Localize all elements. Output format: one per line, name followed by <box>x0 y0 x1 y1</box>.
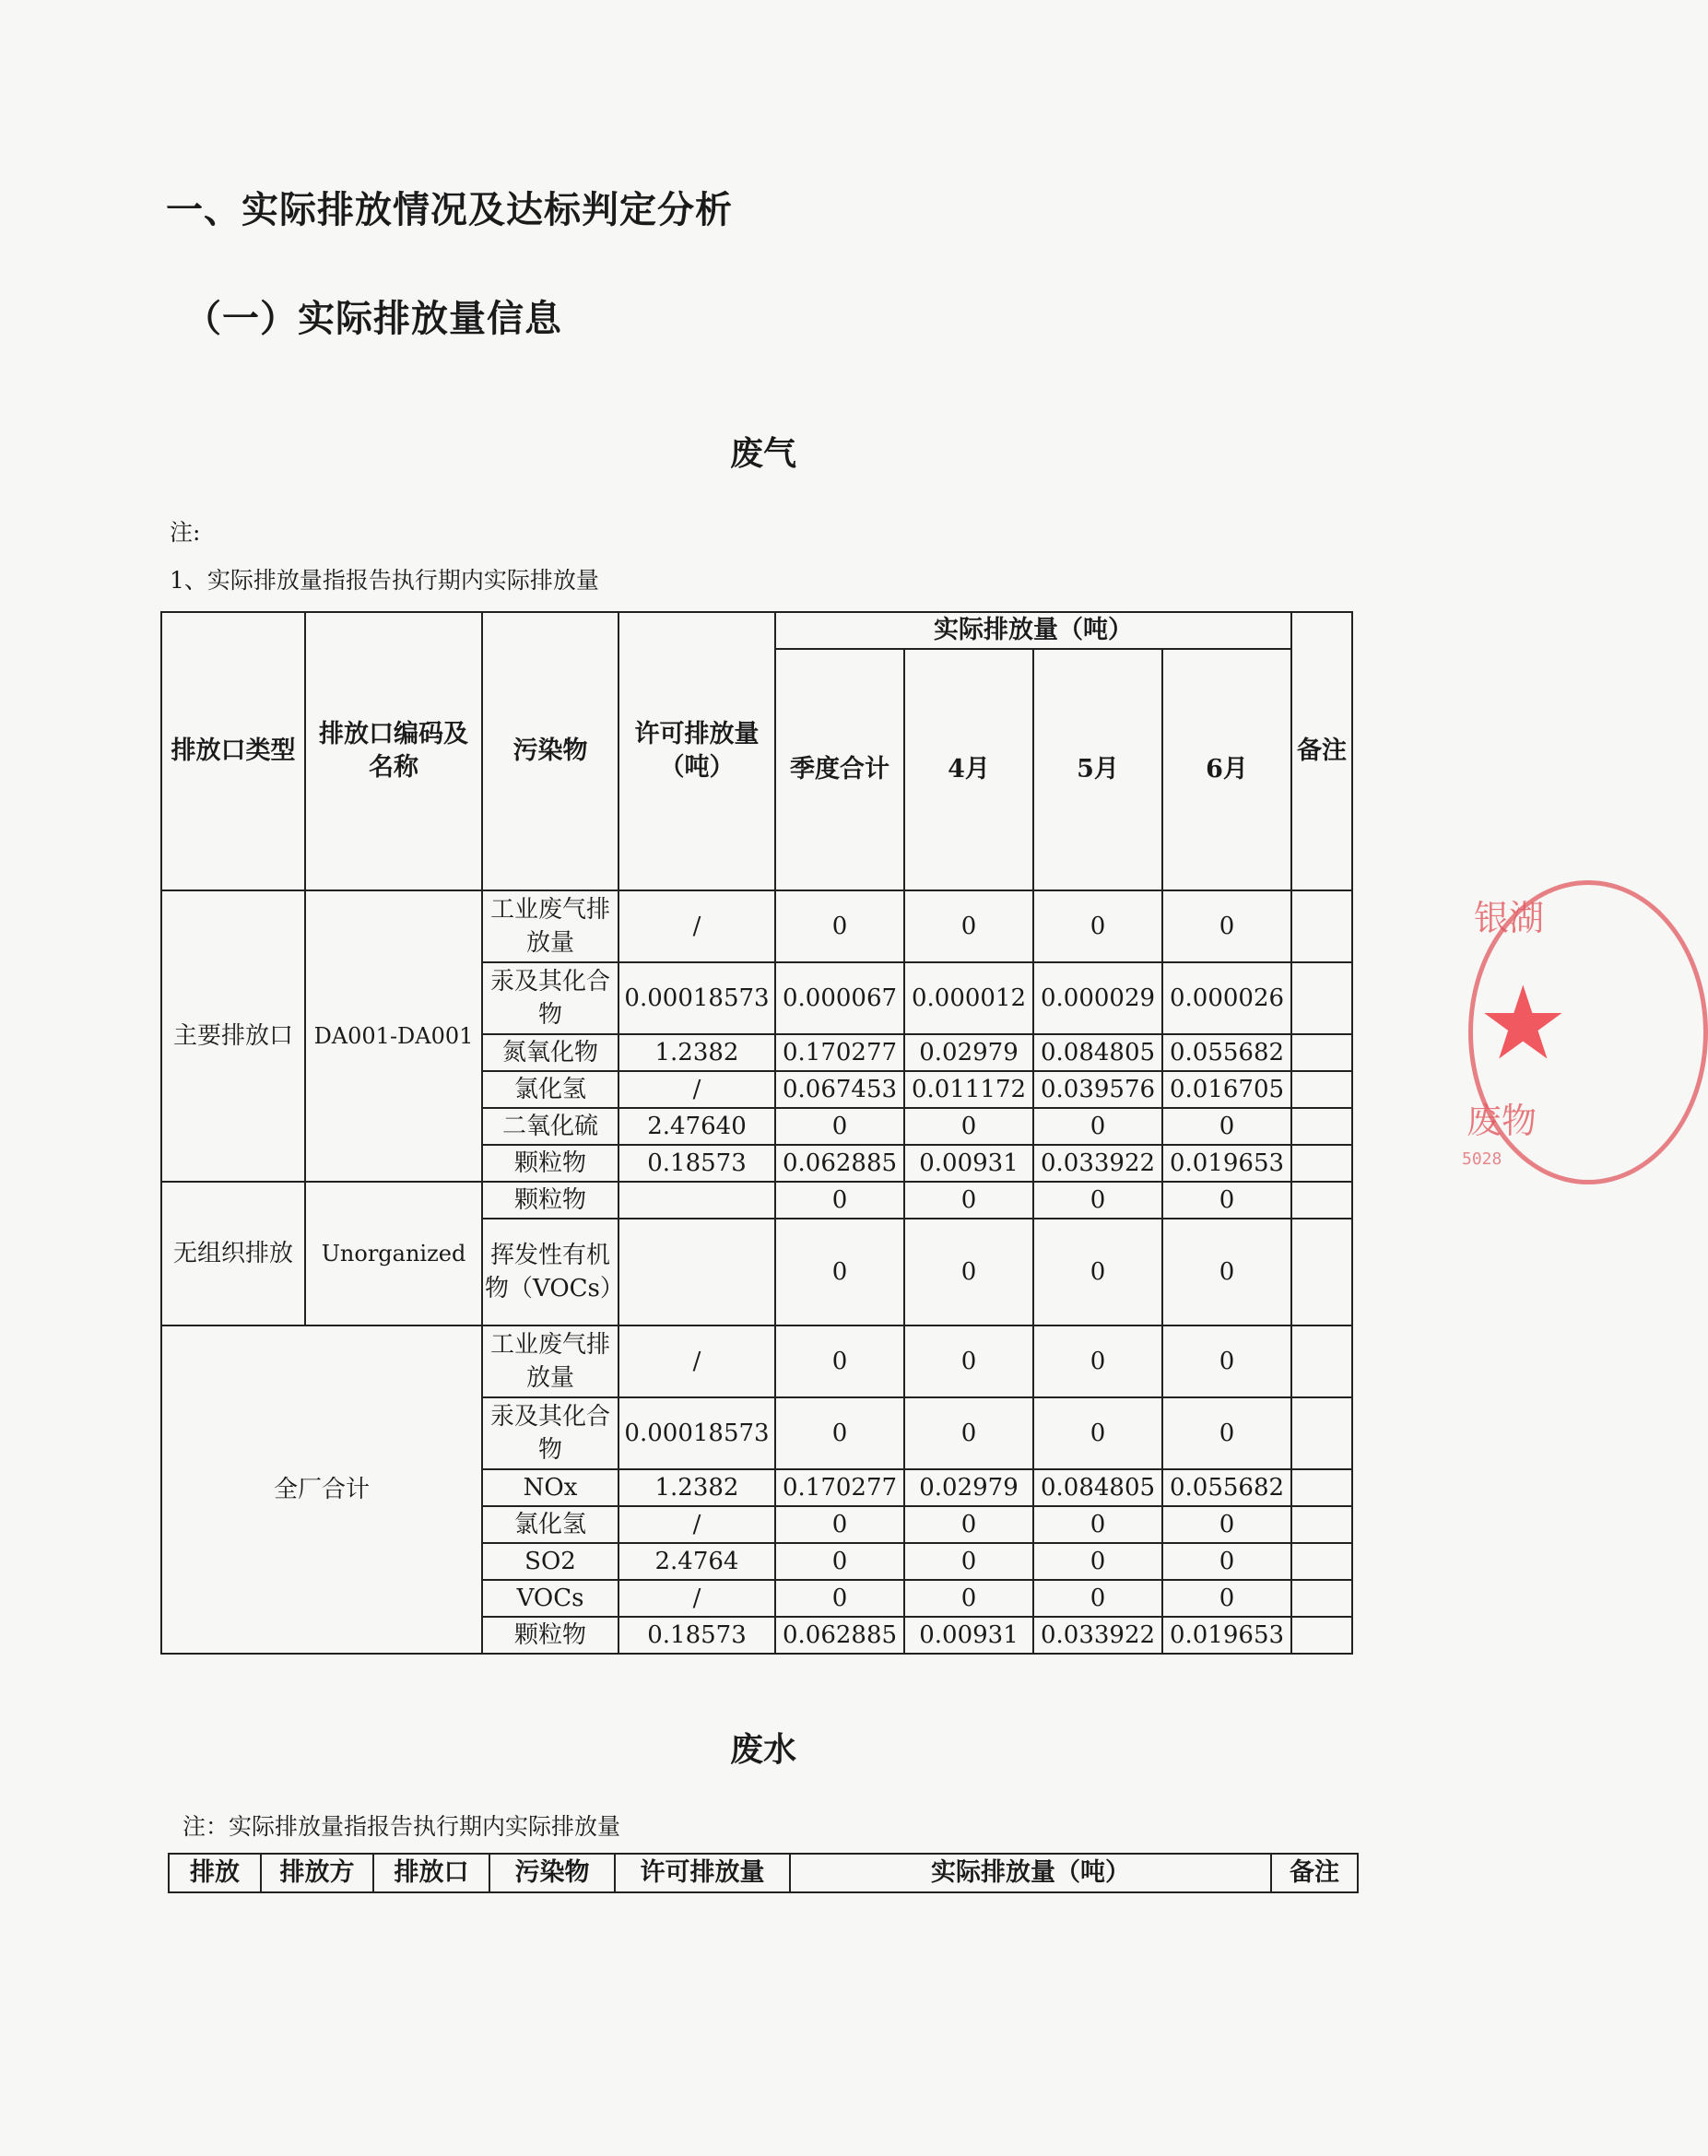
pollutant-cell: 氮氧化物 <box>482 1034 618 1071</box>
permit-cell: 0.00018573 <box>618 1397 775 1469</box>
heading-subsection-1: （一）实际排放量信息 <box>184 298 562 340</box>
quarter-cell: 0 <box>775 890 904 962</box>
month4-cell: 0 <box>904 1325 1033 1397</box>
month5-cell: 0 <box>1033 1108 1162 1145</box>
month6-cell: 0 <box>1162 1506 1291 1543</box>
pollutant-cell: 氯化氢 <box>482 1506 618 1543</box>
month5-cell: 0.033922 <box>1033 1617 1162 1654</box>
month6-cell: 0.000026 <box>1162 962 1291 1034</box>
gas-note-label: 注: <box>170 519 201 546</box>
outlet-code-unorganized: Unorganized <box>305 1182 482 1325</box>
month6-cell: 0 <box>1162 1219 1291 1325</box>
permit-cell: / <box>618 1580 775 1617</box>
permit-cell: 0.18573 <box>618 1617 775 1654</box>
seal-text-top: 银湖 <box>1474 898 1545 938</box>
quarter-cell: 0.062885 <box>775 1145 904 1182</box>
month6-cell: 0.016705 <box>1162 1071 1291 1108</box>
remark-cell <box>1291 1325 1352 1397</box>
col-header-permit: 许可排放量（吨） <box>618 612 775 890</box>
col-header-outlet-type: 排放口类型 <box>161 612 305 890</box>
pollutant-cell: SO2 <box>482 1543 618 1580</box>
month5-cell: 0.033922 <box>1033 1145 1162 1182</box>
month6-cell: 0 <box>1162 890 1291 962</box>
month6-cell: 0 <box>1162 1397 1291 1469</box>
remark-cell <box>1291 1397 1352 1469</box>
remark-cell <box>1291 1543 1352 1580</box>
pollutant-cell: 颗粒物 <box>482 1617 618 1654</box>
permit-cell: 0.18573 <box>618 1145 775 1182</box>
month6-cell: 0 <box>1162 1543 1291 1580</box>
month5-cell: 0 <box>1033 1182 1162 1219</box>
gas-emission-table <box>160 611 1353 1655</box>
permit-cell: 1.2382 <box>618 1034 775 1071</box>
quarter-cell: 0.000067 <box>775 962 904 1034</box>
month5-cell: 0 <box>1033 1543 1162 1580</box>
quarter-cell: 0 <box>775 1580 904 1617</box>
permit-cell: / <box>618 1506 775 1543</box>
seal-text-mid: 废物 <box>1467 1101 1537 1141</box>
col-header-pollutant: 污染物 <box>482 612 618 890</box>
month4-cell: 0.00931 <box>904 1145 1033 1182</box>
quarter-cell: 0 <box>775 1506 904 1543</box>
plant-total-label: 全厂合计 <box>161 1325 482 1654</box>
gas-section-title: 废气 <box>729 434 796 473</box>
month4-cell: 0.02979 <box>904 1034 1033 1071</box>
month6-cell: 0 <box>1162 1580 1291 1617</box>
month5-cell: 0 <box>1033 1506 1162 1543</box>
quarter-cell: 0 <box>775 1397 904 1469</box>
permit-cell: 0.00018573 <box>618 962 775 1034</box>
permit-cell: / <box>618 1071 775 1108</box>
month4-cell: 0 <box>904 890 1033 962</box>
outlet-code-main: DA001-DA001 <box>305 890 482 1182</box>
month5-cell: 0 <box>1033 1580 1162 1617</box>
permit-cell: / <box>618 890 775 962</box>
month6-cell: 0.055682 <box>1162 1034 1291 1071</box>
quarter-cell: 0 <box>775 1543 904 1580</box>
water-emission-table <box>168 1853 1359 1893</box>
month4-cell: 0.02979 <box>904 1469 1033 1506</box>
star-icon: ★ <box>1478 964 1569 1082</box>
water-col-header-4: 污染物 <box>489 1854 615 1892</box>
remark-cell <box>1291 1145 1352 1182</box>
pollutant-cell: 汞及其化合物 <box>482 962 618 1034</box>
month6-cell: 0.019653 <box>1162 1145 1291 1182</box>
col-header-month-5: 5月 <box>1033 649 1162 890</box>
month4-cell: 0 <box>904 1182 1033 1219</box>
pollutant-cell: 工业废气排放量 <box>482 1325 618 1397</box>
month5-cell: 0.084805 <box>1033 1034 1162 1071</box>
remark-cell <box>1291 1071 1352 1108</box>
quarter-cell: 0 <box>775 1108 904 1145</box>
month6-cell: 0.019653 <box>1162 1617 1291 1654</box>
month4-cell: 0 <box>904 1219 1033 1325</box>
month5-cell: 0.039576 <box>1033 1071 1162 1108</box>
month6-cell: 0.055682 <box>1162 1469 1291 1506</box>
pollutant-cell: 汞及其化合物 <box>482 1397 618 1469</box>
col-header-actual: 实际排放量（吨） <box>775 612 1291 649</box>
quarter-cell: 0 <box>775 1182 904 1219</box>
remark-cell <box>1291 1219 1352 1325</box>
outlet-type-unorganized: 无组织排放 <box>161 1182 305 1325</box>
permit-cell: 2.47640 <box>618 1108 775 1145</box>
permit-cell: 1.2382 <box>618 1469 775 1506</box>
water-col-header-2: 排放方 <box>261 1854 373 1892</box>
quarter-cell: 0.062885 <box>775 1617 904 1654</box>
month6-cell: 0 <box>1162 1108 1291 1145</box>
month4-cell: 0.000012 <box>904 962 1033 1034</box>
pollutant-cell: 挥发性有机物（VOCs） <box>482 1219 618 1325</box>
month5-cell: 0.000029 <box>1033 962 1162 1034</box>
remark-cell <box>1291 1469 1352 1506</box>
remark-cell <box>1291 1182 1352 1219</box>
month5-cell: 0 <box>1033 1219 1162 1325</box>
month4-cell: 0 <box>904 1397 1033 1469</box>
heading-section-1: 一、实际排放情况及达标判定分析 <box>166 189 733 231</box>
water-section-title: 废水 <box>729 1730 796 1769</box>
month5-cell: 0.084805 <box>1033 1469 1162 1506</box>
pollutant-cell: 颗粒物 <box>482 1182 618 1219</box>
permit-cell: / <box>618 1325 775 1397</box>
month5-cell: 0 <box>1033 1325 1162 1397</box>
table-row <box>161 1325 1352 1397</box>
table-row <box>161 890 1352 962</box>
month6-cell: 0 <box>1162 1182 1291 1219</box>
col-header-month-6: 6月 <box>1162 649 1291 890</box>
pollutant-cell: 工业废气排放量 <box>482 890 618 962</box>
remark-cell <box>1291 1034 1352 1071</box>
permit-cell <box>618 1182 775 1219</box>
month4-cell: 0.011172 <box>904 1071 1033 1108</box>
remark-cell <box>1291 1617 1352 1654</box>
pollutant-cell: 氯化氢 <box>482 1071 618 1108</box>
pollutant-cell: 颗粒物 <box>482 1145 618 1182</box>
permit-cell <box>618 1219 775 1325</box>
month4-cell: 0 <box>904 1506 1033 1543</box>
remark-cell <box>1291 890 1352 962</box>
remark-cell <box>1291 1506 1352 1543</box>
month5-cell: 0 <box>1033 1397 1162 1469</box>
pollutant-cell: NOx <box>482 1469 618 1506</box>
col-header-quarter: 季度合计 <box>775 649 904 890</box>
table-row <box>161 1182 1352 1219</box>
water-col-header-3: 排放口 <box>373 1854 489 1892</box>
water-note: 注：实际排放量指报告执行期内实际排放量 <box>183 1813 621 1840</box>
month4-cell: 0 <box>904 1543 1033 1580</box>
quarter-cell: 0.067453 <box>775 1071 904 1108</box>
remark-cell <box>1291 1108 1352 1145</box>
month6-cell: 0 <box>1162 1325 1291 1397</box>
red-seal-stamp <box>1461 880 1608 1175</box>
quarter-cell: 0 <box>775 1219 904 1325</box>
col-header-remark: 备注 <box>1291 612 1352 890</box>
col-header-outlet-code: 排放口编码及名称 <box>305 612 482 890</box>
seal-number: 5028 <box>1462 1149 1502 1169</box>
pollutant-cell: VOCs <box>482 1580 618 1617</box>
month4-cell: 0 <box>904 1580 1033 1617</box>
month5-cell: 0 <box>1033 890 1162 962</box>
quarter-cell: 0 <box>775 1325 904 1397</box>
pollutant-cell: 二氧化硫 <box>482 1108 618 1145</box>
water-col-header-6: 实际排放量（吨） <box>790 1854 1271 1892</box>
quarter-cell: 0.170277 <box>775 1034 904 1071</box>
remark-cell <box>1291 962 1352 1034</box>
quarter-cell: 0.170277 <box>775 1469 904 1506</box>
gas-note-1: 1、实际排放量指报告执行期内实际排放量 <box>170 567 599 594</box>
month4-cell: 0 <box>904 1108 1033 1145</box>
outlet-type-main: 主要排放口 <box>161 890 305 1182</box>
water-col-header-1: 排放 <box>169 1854 261 1892</box>
water-col-header-5: 许可排放量 <box>615 1854 790 1892</box>
col-header-month-4: 4月 <box>904 649 1033 890</box>
permit-cell: 2.4764 <box>618 1543 775 1580</box>
water-col-header-7: 备注 <box>1271 1854 1358 1892</box>
remark-cell <box>1291 1580 1352 1617</box>
month4-cell: 0.00931 <box>904 1617 1033 1654</box>
